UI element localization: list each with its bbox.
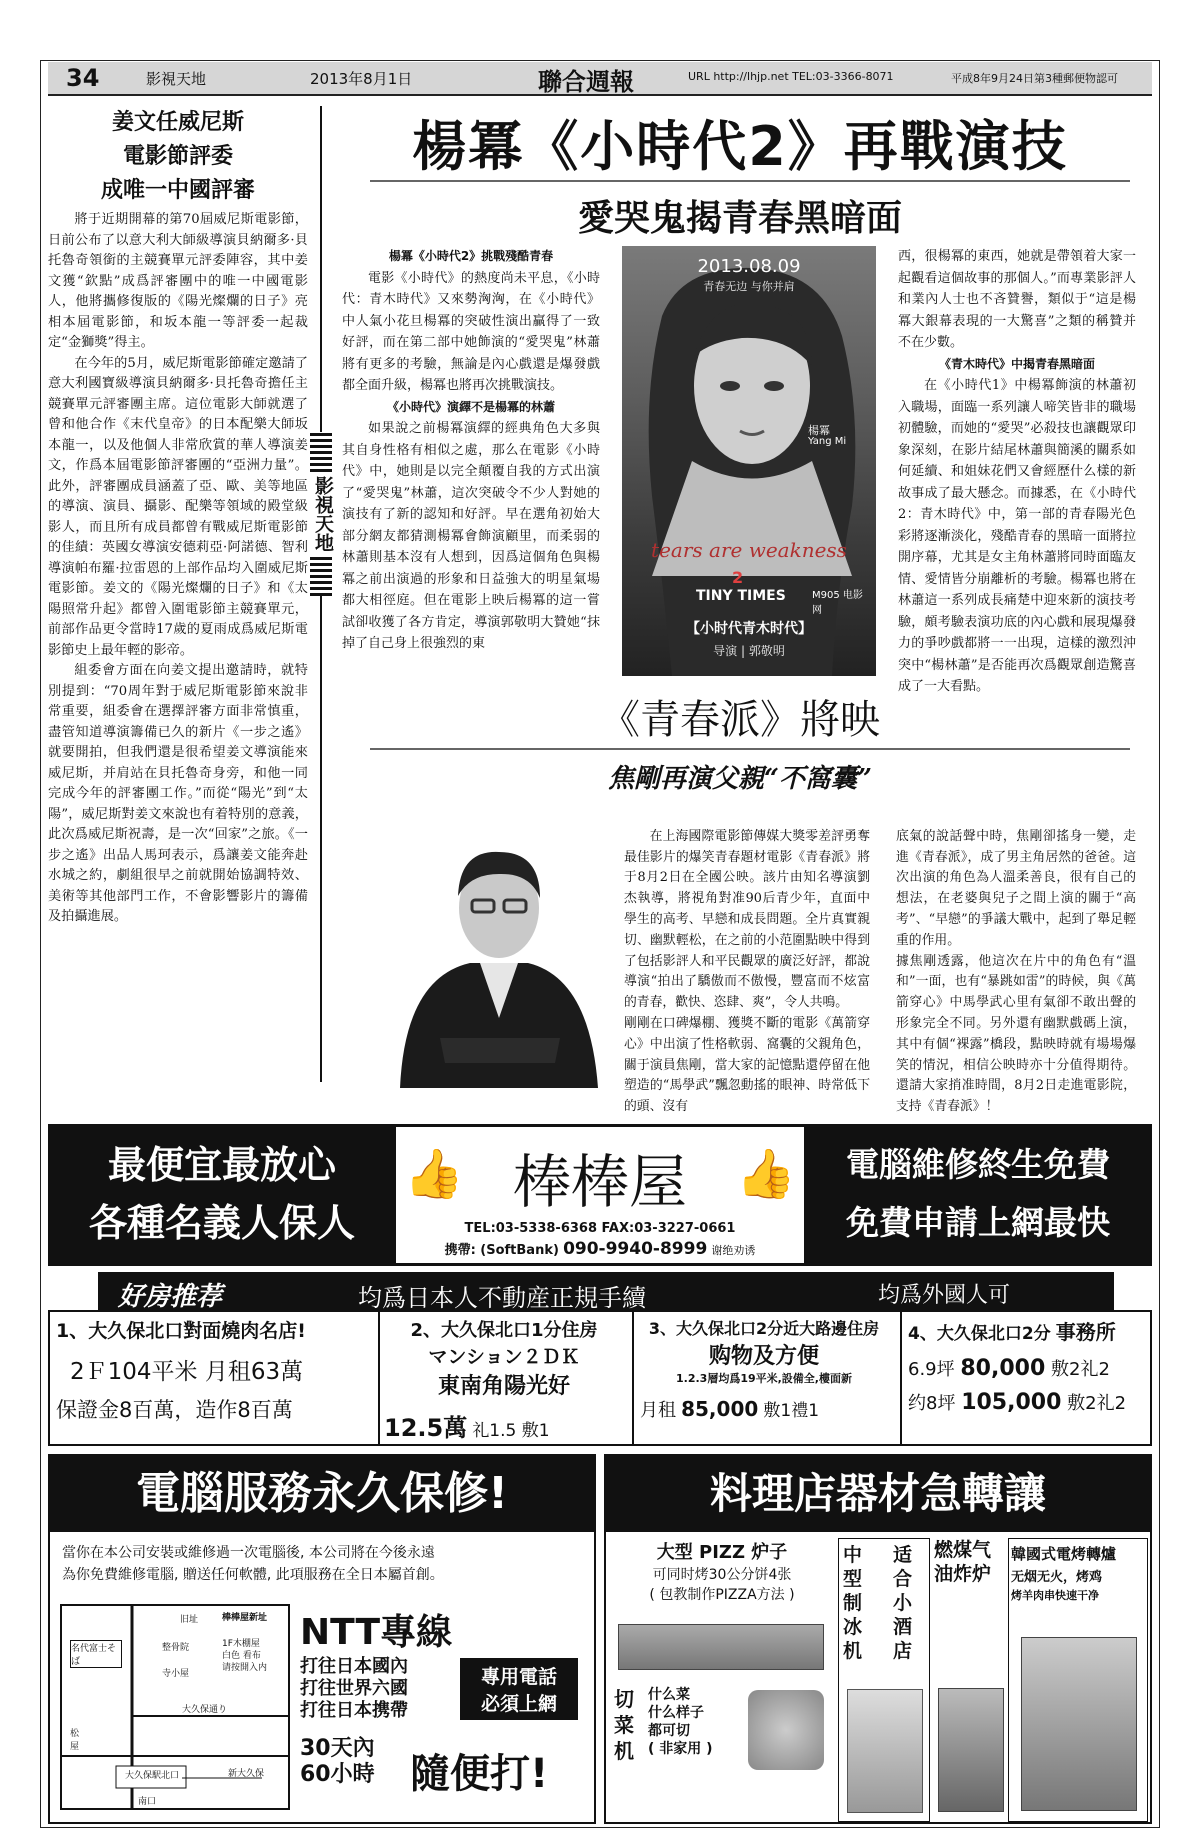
cutter-box: 切菜机 什么菜 什么样子 都可切 ( 非家用 ) (612, 1686, 832, 1816)
main-subheadline: 愛哭鬼揭青春黑暗面 (577, 198, 902, 239)
location-map: 旧址 棒棒屋新址 1F木棚屋 白色 看布 请按開入内 名代富士そば 整骨院 寺小屋 大久保通り 大久保駅北口 南口 松屋 新大久保 (60, 1604, 290, 1810)
thumbs-up-icon: 👍 (404, 1146, 464, 1202)
main-headline: 楊冪《小時代2》再戰演技 (412, 115, 1068, 178)
housing-banner-text2: 均爲外國人可 (878, 1283, 1011, 1308)
poster-date: 2013.08.09 (697, 256, 801, 277)
vertical-section-label (310, 432, 332, 596)
movie-poster (622, 246, 876, 676)
pizza-oven-box: 大型 PIZZ 炉子 可同时烤30公分饼4张 ( 包教制作PIZZA方法 ) (649, 1542, 795, 1603)
computer-ad-desc: 當你在本公司安裝或維修過一次電腦後, 本公司將在今後永遠 為你免費維修電腦, 贈送任何軟體, 此項服務在全日本屬首創。 (62, 1545, 444, 1583)
ntt-section: NTT專線 打往日本國內 打往世界六國 打往日本携帶 專用電話 必須上網 30天內 60小時 隨便打! (300, 1604, 586, 1814)
actor-photo (380, 818, 618, 1088)
left-article-title: 姜文任威尼斯 電影節評委 成唯一中國評審 (100, 110, 255, 203)
housing-cell-2: 2、大久保北口1分住房 マンション２ＤＫ 東南角陽光好 12.5萬 礼1.5 敷1 (384, 1320, 598, 1442)
ntt-title: NTT專線 (300, 1612, 453, 1653)
ntt-tagline: 隨便打! (410, 1751, 549, 1797)
poster-logo-num: 2 (732, 568, 744, 587)
left-article (48, 106, 308, 928)
section-name: 影視天地 (146, 70, 207, 88)
thumbs-up-icon: 👍 (736, 1146, 796, 1202)
korean-grill-image (1021, 1637, 1137, 1811)
fryer-box: 燃煤气油炸炉 (934, 1538, 1004, 1822)
bangbang-center (396, 1124, 804, 1266)
bangbang-right-panel: 電腦維修終生免費 免費申請上網最快 (804, 1124, 1152, 1266)
ice-machine-image (847, 1689, 923, 1813)
poster-tagline: 青春无边 与你并肩 (703, 280, 795, 293)
second-headline-rule (370, 748, 1130, 750)
kitchen-ad-headline: 料理店器材急轉讓 (606, 1456, 1150, 1532)
housing-grid (48, 1310, 1152, 1446)
ntt-note-box: 專用電話 必須上網 (460, 1658, 578, 1720)
second-article-col2: 底氣的說話聲中時，焦剛卻搖身一變，走進《青春派》，成了男主角居然的爸爸。這次出演的角色為人溫柔善良，很有自己的想法，在老婆與兒子之間上演的關于“高考”、“早戀”的爭議大戰中，起到了舉足輕重的作用。 據焦剛透露，他這次在片中的角色有“溫和”一面，也有“暴跳如雷”的時候，與《萬箭穿心》中馬學武心里有氣卻不敢出聲的形象完全不同。另外還有幽默戲碼上演，其中有個“裸露”橋段，點映時就有場場爆笑的情況，相信公映時亦十分值得期待。還請大家捎准時間，8月2日走進電影院，支持《青春派》！ (896, 828, 1136, 1115)
cutter-image (748, 1690, 824, 1770)
page-number: 34 (66, 64, 100, 92)
housing-cell-4: 4、大久保北口2分 事務所 6.9坪 80,000 敷2礼2 约8坪 105,000 敷2礼2 (908, 1320, 1127, 1415)
left-article-body: 將于近期開幕的第70屆威尼斯電影節，日前公布了以意大利大師級導演貝納爾多·貝托魯奇領銜的主競賽單元評委陣容，其中姜文獲“欽點”成爲評審團中的唯一中國電影人，他將攜修復版的《陽光燦爛的日子》亮相本屆電影節，和坂本龍一等評委一起裁定“金獅獎”得主。 在今年的5月，威尼斯電影節確定邀請了意大利國寶級導演貝納爾多·貝托魯奇擔任主競賽單元評審團主席。這位電影大師就選了曾和他合作《末代皇帝》的日本配樂大師坂本龍一，以及他個人非常欣賞的華人導演姜文，作爲本屆電影節評審團的“亞洲力量”。此外，評審團成員涵蓋了亞、歐、美等地區的導演、演員、攝影、配樂等領域的殿堂級影人，而且所有成員都曾有戰威尼斯電影節的佳績：英國女導演安德莉亞·阿諾德、智利導演帕布羅·拉雷恩的上部作品均入圍威尼斯電影節。姜文的《陽光燦爛的日子》和《太陽照常升起》都曾入圍電影節主競賽單元，前部作品更令當時17歲的夏雨成爲威尼斯電影節史上最年輕的影帝。 組委會方面在向姜文提出邀請時，就特別提到：“70周年對于威尼斯電影節來說非常重要，組委會在選擇評審方面非常慎重，盡管知道導演籌備已久的新片《一步之遙》就要開拍，但我們還是很希望姜文導演能來威尼斯，并肩站在貝托魯奇身旁，和他一同完成今年的評審團工作。”而從“陽光”到“太陽”，威尼斯對姜文來說也有着特別的意義，此次爲威尼斯祝壽，是一次“回家”之旅。《一步之遙》出品人馬珂表示，爲讓姜文能奔赴水城之約，劇組很早之前就開始協調特效、美術等其他部門工作，不會影響影片的籌備及拍攝進展。 (48, 212, 308, 924)
housing-banner (98, 1272, 1114, 1310)
ice-machine-box: 中型制冰机 适合小酒店 (838, 1538, 930, 1822)
contact-info: URL http://lhjp.net TEL:03-3366-8071 (688, 70, 894, 83)
kitchen-equipment-ad (604, 1454, 1152, 1824)
housing-banner-text: 均爲日本人不動産正規手續 (358, 1284, 646, 1312)
vertical-section-text: 影視天地 (312, 476, 334, 552)
housing-cell-1: 1、大久保北口對面燒肉名店! 2Ｆ104平米 月租63萬 保證金8百萬，造作8百萬 (56, 1320, 306, 1422)
postal-permit: 平成8年9月24日第3種郵便物認可 (951, 72, 1118, 85)
shop-tel-fax: TEL:03-5338-6368 FAX:03-3227-0661 (464, 1221, 736, 1236)
shop-name: 棒棒屋 (512, 1148, 687, 1216)
poster-channel: M905 电影网 (812, 590, 863, 616)
issue-date: 2013年8月1日 (310, 70, 413, 88)
poster-script-text: tears are weakness (651, 538, 847, 562)
computer-ad-headline: 電腦服務永久保修! (50, 1456, 594, 1532)
computer-service-ad (48, 1454, 596, 1824)
masthead (48, 62, 1152, 96)
fryer-image (938, 1688, 1004, 1812)
shop-mobile-line: 携帶: (SoftBank) 090-9940-8999 谢绝劝诱 (444, 1239, 756, 1259)
poster-logo-en: TINY TIMES (696, 588, 786, 604)
main-article-col2: 西，很楊冪的東西，她就是帶領着大家一起觀看這個故事的那個人。”而專業影評人和業內人士也不吝贊譽，類似于“這是楊冪大銀幕表現的一大驚喜”之類的稱贊并不在少數。 《青木時代》中揭青春黑暗面 在《小時代1》中楊冪飾演的林蕭初入職場，面臨一系列讓人啼笑皆非的職場初體驗，而她的“愛哭”必殺技也讓觀眾印象深刻，在影片結尾林蕭與簡溪的關系如何延續、和姐妹花們又會經歷什么樣的新故事成了最大懸念。而據悉，在《小時代2：青木時代》中，第一部的青春陽光色彩將逐漸淡化，殘酷青春的黑暗一面將拉開序幕，尤其是女主角林蕭將同時面臨友情、愛情皆分崩離析的考驗。楊冪也將在林蕭這一系列成長痛楚中迎來新的演技考驗，頗考驗表演功底的內心戲和展現爆發力的爭吵戲都將一一出現，這樣的激烈沖突中“楊林蕭”是否能再次爲觀眾創造驚喜成了一大看點。 (898, 249, 1136, 694)
second-article-col1: 在上海國際電影節傳媒大獎零差評勇奪最佳影片的爆笑青春題材電影《青春派》將于8月2日在全國公映。該片由知名導演劉杰執導，將視角對准90后青少年，直面中學生的高考、早戀和成長問題。全片真實親切、幽默輕松，在之前的小范圍點映中得到了包括影評人和平民觀眾的廣泛好評，都說導演“拍出了驕傲而不傲慢，豐富而不炫富的青春，歡快、恣肆、爽”，令人共鳴。 剛剛在口碑爆棚、獲獎不斷的電影《萬箭穿心》中出演了性格軟弱、窩囊的父親角色，關于演員焦剛，當大家的記憶點還停留在他塑造的“馬學武”飄忽動搖的眼神、時常低下的頭、沒有 (624, 828, 870, 1115)
housing-banner-title: 好房推荐 (118, 1282, 223, 1312)
poster-name-en: Yang Mi (808, 436, 847, 447)
bangbang-left-panel: 最便宜最放心 各種名義人保人 (48, 1124, 396, 1266)
poster-movie-title: 【小时代青木时代】 (686, 621, 812, 637)
second-subheadline: 焦剛再演父親“不窩囊” (608, 764, 872, 794)
poster-director: 导演 | 郭敬明 (713, 644, 785, 658)
paper-name: 聯合週報 (538, 68, 634, 96)
main-article-col1: 楊冪《小時代2》挑戰殘酷青春 電影《小時代》的熱度尚未平息，《小時代：青木時代》又來勢洶洶，在《小時代》中人氣小花旦楊冪的突破性演出贏得了一致好評，而在第二部中她飾演的“愛哭鬼”林蕭將有更多的考驗，無論是內心戲還是爆發戲都全面升級，楊冪也將再次挑戰演技。 《小時代》演繹不是楊冪的林蕭 如果說之前楊冪演繹的經典角色大多與其自身性格有相似之處，那么在電影《小時代》中，她則是以完全顛覆自我的方式出演了“愛哭鬼”林蕭，這次突破令不少人對她的演技有了新的認知和好評。早在選角初始大部分網友都猜測楊冪會飾演顧里，而柔弱的林蕭則基本沒有人想到，因爲這個角色與楊冪之前出演過的形象和日益強大的明星氣場都大相徑庭。但在電影上映后楊冪的這一嘗試卻收獲了各方肯定，導演郭敬明大贊她“抹掉了自己身上很強烈的東 (342, 249, 600, 651)
housing-cell-3: 3、大久保北口2分近大路邊住房 购物及方便 1.2.3層均爲19平米,設備全,樓面新 月租 85,000 敷1禮1 (640, 1319, 880, 1421)
bangbang-ad (48, 1124, 1152, 1266)
actor-portrait (380, 818, 618, 1088)
korean-grill-box: 韓國式電烤轉爐 无烟无火，烤鸡 烤羊肉串快速干净 (1008, 1538, 1148, 1822)
pizza-oven-image (618, 1624, 824, 1670)
headline-rule (370, 180, 1130, 182)
poster-name-cn: 楊冪 (808, 424, 830, 437)
second-headline: 《青春派》將映 (600, 697, 880, 743)
